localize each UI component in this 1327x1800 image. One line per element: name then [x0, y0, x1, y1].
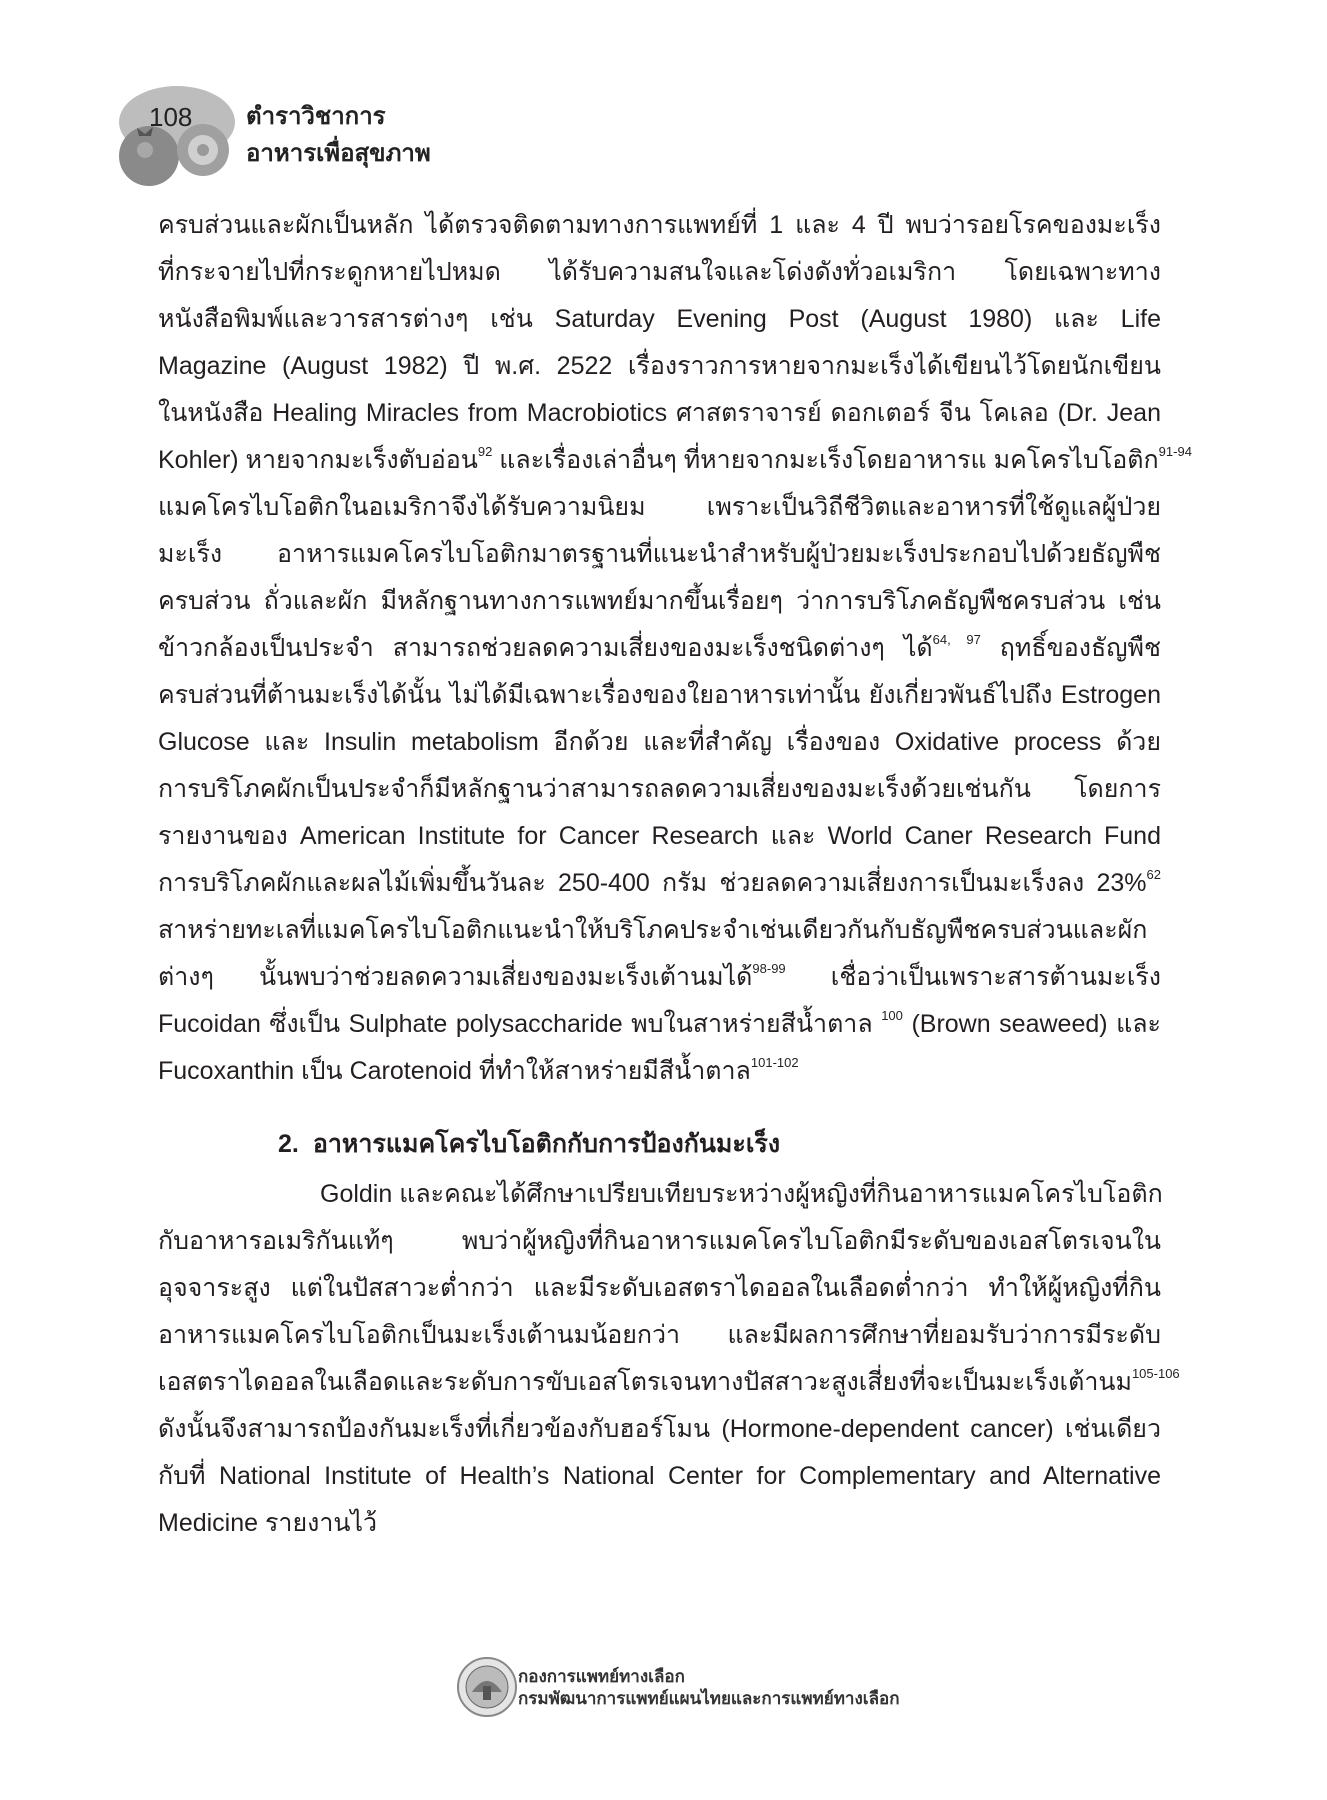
text-segment: (Brown seaweed) และ	[902, 1010, 1161, 1038]
page-header	[115, 84, 535, 194]
footer-line2: กรมพัฒนาการแพทย์แผนไทยและการแพทย์ทางเลือก	[518, 1689, 900, 1708]
text-line	[158, 1048, 1161, 1095]
citation-superscript: 100	[881, 1008, 903, 1023]
text-segment: ในหนังสือ Healing Miracles from Macrobiotics ศาสตราจารย์ ดอกเตอร์ จีน โคเลอ (Dr. Jean	[158, 399, 1161, 427]
text-line	[158, 1218, 1161, 1265]
text-segment: ครบส่วน ถั่วและผัก มีหลักฐานทางการแพทย์มากขึ้นเรื่อยๆ ว่าการบริโภคธัญพืชครบส่วน เช่น	[158, 587, 1161, 615]
text-line	[158, 1265, 1161, 1312]
text-segment: รายงานของ American Institute for Cancer Research และ World Caner Research Fund	[158, 822, 1161, 850]
citation-superscript: 98-99	[752, 961, 786, 976]
department-seal-icon	[456, 1656, 518, 1718]
text-line	[158, 531, 1161, 578]
text-segment: และเรื่องเล่าอื่นๆ ที่หายจากมะเร็งโดยอาหารแ มคโครไบโอติก	[492, 446, 1159, 474]
text-line	[158, 1500, 1161, 1547]
text-segment: Goldin และคณะได้ศึกษาเปรียบเทียบระหว่างผู้หญิงที่กินอาหารแมคโครไบโอติก	[320, 1180, 1163, 1208]
text-segment: แมคโครไบโอติกในอเมริกาจึงได้รับความนิยม เพราะเป็นวิถีชีวิตและอาหารที่ใช้ดูแลผู้ป่วย	[158, 493, 1161, 521]
text-line	[158, 343, 1161, 390]
text-line	[158, 860, 1161, 907]
text-segment: ครบส่วนที่ต้านมะเร็งได้นั้น ไม่ได้มีเฉพาะเรื่องของใยอาหารเท่านั้น ยังเกี่ยวพันธ์ไปถึง Estrogen	[158, 681, 1161, 709]
text-line	[158, 390, 1161, 437]
text-segment: Glucose และ Insulin metabolism อีกด้วย และที่สำคัญ เรื่องของ Oxidative process ด้วย	[158, 728, 1161, 756]
text-segment: สาหร่ายทะเลที่แมคโครไบโอติกแนะนำให้บริโภคประจำเช่นเดียวกันกับธัญพืชครบส่วนและผัก	[158, 916, 1148, 944]
text-line	[158, 719, 1161, 766]
section-number: 2.	[278, 1130, 299, 1158]
text-line	[158, 1359, 1180, 1406]
book-title-line1: ตำราวิชาการ	[246, 103, 386, 130]
text-line	[158, 1406, 1161, 1453]
text-line	[158, 954, 1161, 1001]
text-line	[158, 672, 1161, 719]
text-segment: Fucoidan ซึ่งเป็น Sulphate polysaccharide พบในสาหร่ายสีน้ำตาล	[158, 1010, 882, 1038]
text-line	[158, 1171, 1161, 1218]
citation-superscript: 64, 97	[932, 632, 981, 647]
text-line	[158, 437, 1192, 484]
text-line	[158, 1312, 1161, 1359]
text-segment: Medicine รายงานไว้	[158, 1509, 378, 1537]
section-title: อาหารแมคโครไบโอติกกับการป้องกันมะเร็ง	[312, 1130, 781, 1158]
text-segment: Fucoxanthin เป็น Carotenoid ที่ทำให้สาหร่ายมีสีน้ำตาล	[158, 1057, 751, 1085]
vegetables-logo-icon	[115, 84, 245, 190]
book-title	[246, 98, 431, 172]
text-line	[158, 625, 1161, 672]
text-segment: Magazine (August 1982) ปี พ.ศ. 2522 เรื่องราวการหายจากมะเร็งได้เขียนไว้โดยนักเขียน	[158, 352, 1161, 380]
text-segment: อาหารแมคโครไบโอติกเป็นมะเร็งเต้านมน้อยกว่า และมีผลการศึกษาที่ยอมรับว่าการมีระดับ	[158, 1321, 1161, 1349]
text-segment: ครบส่วนและผักเป็นหลัก ได้ตรวจติดตามทางการแพทย์ที่ 1 และ 4 ปี พบว่ารอยโรคของมะเร็ง	[158, 211, 1161, 239]
text-line	[158, 578, 1161, 625]
text-segment: ดังนั้นจึงสามารถป้องกันมะเร็งที่เกี่ยวข้องกับฮอร์โมน (Hormone-dependent cancer) เช่นเดียว	[158, 1415, 1161, 1443]
text-segment: การบริโภคผักเป็นประจำก็มีหลักฐานว่าสามารถลดความเสี่ยงของมะเร็งด้วยเช่นกัน โดยการ	[158, 775, 1161, 803]
text-line	[158, 1453, 1161, 1500]
text-line	[158, 1001, 1161, 1048]
text-segment: มะเร็ง อาหารแมคโครไบโอติกมาตรฐานที่แนะนำสำหรับผู้ป่วยมะเร็งประกอบไปด้วยธัญพืช	[158, 540, 1161, 568]
text-segment: ข้าวกล้องเป็นประจำ สามารถช่วยลดความเสี่ยงของมะเร็งชนิดต่างๆ ได้	[158, 634, 933, 662]
text-segment: ต่างๆ นั้นพบว่าช่วยลดความเสี่ยงของมะเร็งเต้านมได้	[158, 963, 753, 991]
department-name	[518, 1666, 900, 1710]
citation-superscript: 92	[477, 444, 493, 459]
paragraph-1	[158, 202, 1192, 1095]
book-title-line2: อาหารเพื่อสุขภาพ	[246, 140, 431, 167]
citation-superscript: 101-102	[750, 1055, 799, 1070]
text-line	[158, 766, 1161, 813]
text-line	[158, 202, 1161, 249]
text-line	[158, 813, 1161, 860]
text-segment: หนังสือพิมพ์และวารสารต่างๆ เช่น Saturday Evening Post (August 1980) และ Life	[158, 305, 1161, 333]
text-line	[158, 484, 1161, 531]
footer-line1: กองการแพทย์ทางเลือก	[518, 1667, 685, 1686]
citation-superscript: 105-106	[1131, 1366, 1180, 1381]
text-segment: การบริโภคผักและผลไม้เพิ่มขึ้นวันละ 250-400 กรัม ช่วยลดความเสี่ยงการเป็นมะเร็งลง 23%	[158, 869, 1147, 897]
text-segment: ที่กระจายไปที่กระดูกหายไปหมด ได้รับความสนใจและโด่งดังทั่วอเมริกา โดยเฉพาะทาง	[158, 258, 1161, 286]
section-heading	[278, 1121, 780, 1168]
text-line	[158, 296, 1161, 343]
text-segment: เอสตราไดออลในเลือดและระดับการขับเอสโตรเจนทางปัสสาวะสูงเสี่ยงที่จะเป็นมะเร็งเต้านม	[158, 1368, 1132, 1396]
text-segment: กับอาหารอเมริกันแท้ๆ พบว่าผู้หญิงที่กินอาหารแมคโครไบโอติกมีระดับของเอสโตรเจนใน	[158, 1227, 1161, 1255]
page-number: 108	[149, 102, 193, 132]
text-segment: เชื่อว่าเป็นเพราะสารต้านมะเร็ง	[785, 963, 1161, 991]
text-line	[158, 907, 1161, 954]
citation-superscript: 91-94	[1158, 444, 1192, 459]
text-segment: Kohler) หายจากมะเร็งตับอ่อน	[158, 446, 478, 474]
page-footer	[456, 1656, 956, 1726]
text-segment: อุจจาระสูง แต่ในปัสสาวะต่ำกว่า และมีระดับเอสตราไดออลในเลือดต่ำกว่า ทำให้ผู้หญิงที่กิน	[158, 1274, 1161, 1302]
text-segment: ฤทธิ์ของธัญพืช	[980, 634, 1161, 662]
citation-superscript: 62	[1146, 867, 1161, 882]
text-segment: กับที่ National Institute of Health’s National Center for Complementary and Alternative	[158, 1462, 1161, 1490]
paragraph-2	[158, 1171, 1180, 1547]
text-line	[158, 249, 1161, 296]
